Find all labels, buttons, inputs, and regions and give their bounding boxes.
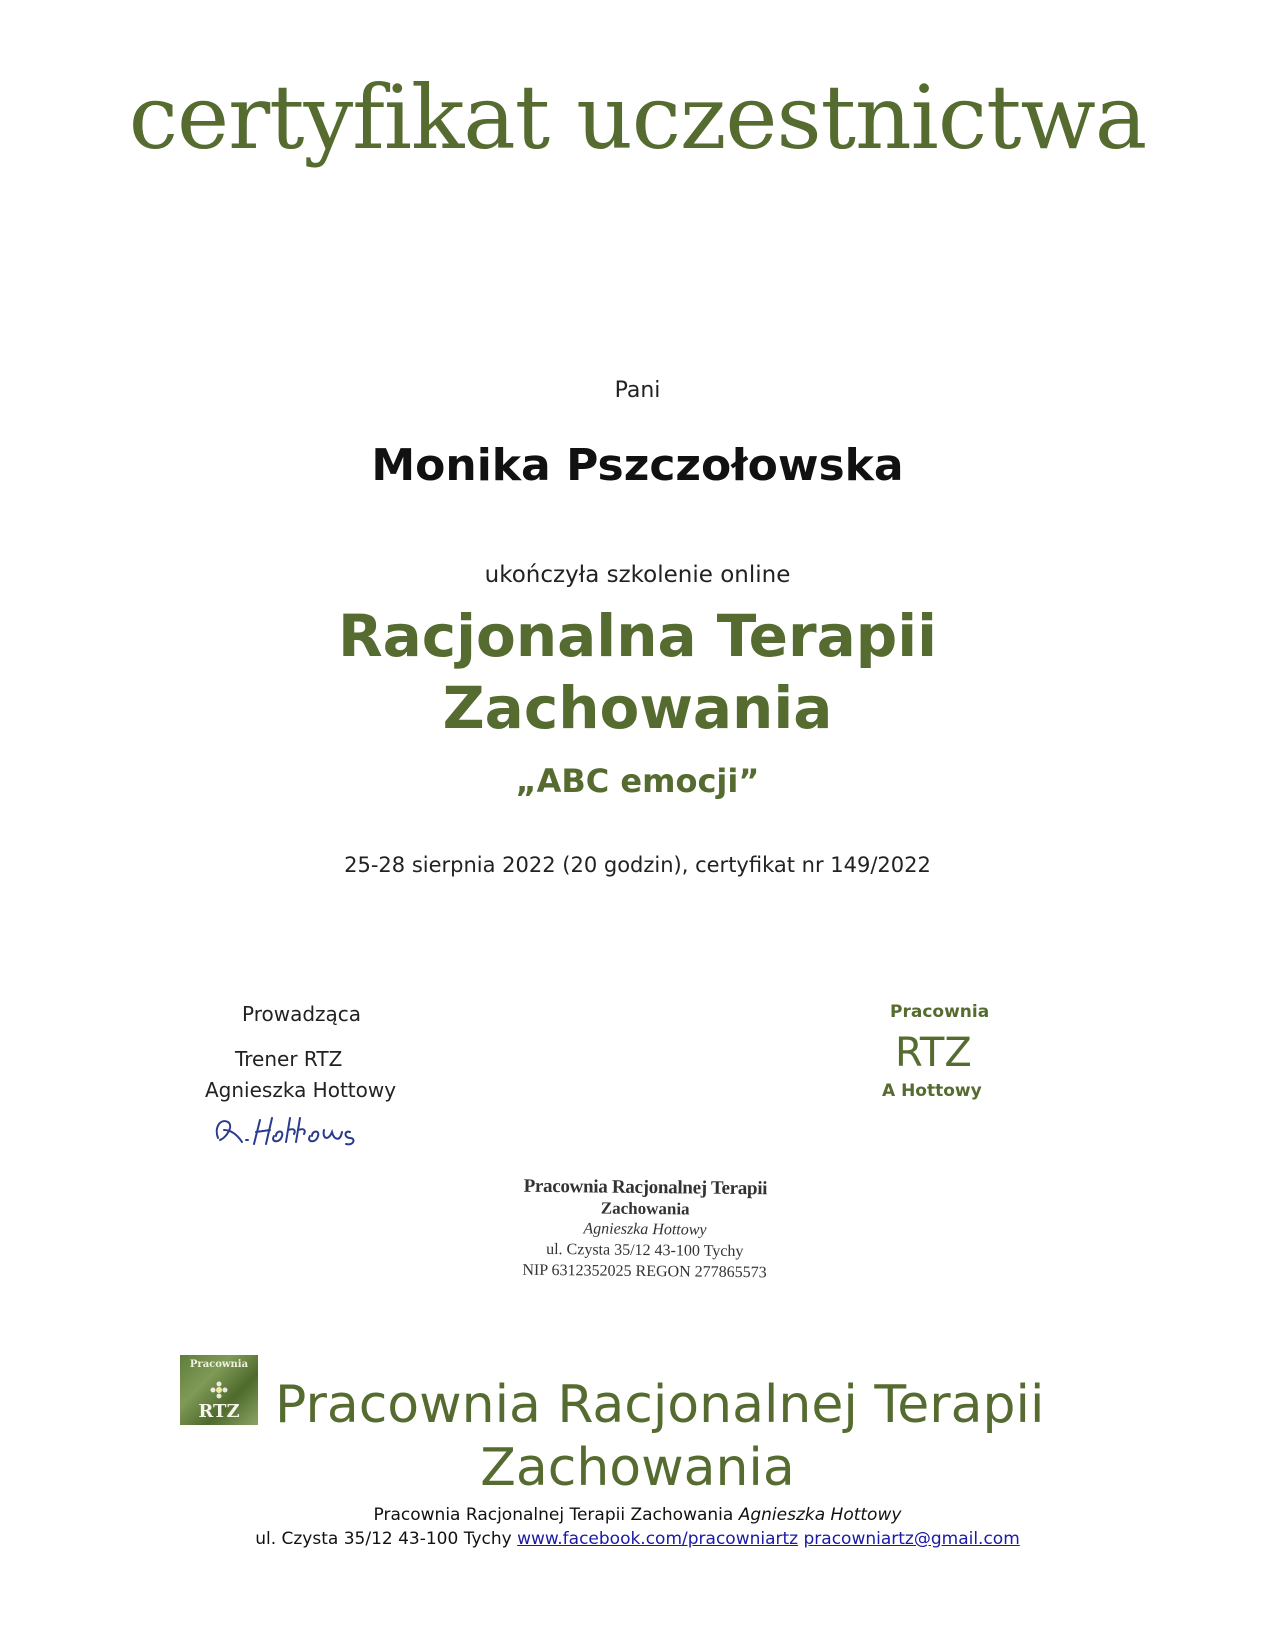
company-stamp: [479, 1175, 810, 1283]
footer-contact-line-2: [0, 1529, 1275, 1549]
brand-rtz: RTZ: [895, 1030, 972, 1076]
course-subtitle: „ABC emocji”: [515, 762, 760, 800]
salutation: Pani: [614, 378, 661, 403]
flower-icon: [210, 1381, 228, 1399]
lead-role: Trener RTZ: [235, 1047, 343, 1071]
footer-org-name-line-1: Pracownia Racjonalnej Terapii: [275, 1375, 1045, 1435]
completion-text: ukończyła szkolenie online: [484, 562, 791, 588]
logo-top-text: Pracownia: [189, 1359, 249, 1370]
brand-owner: A Hottowy: [882, 1081, 982, 1101]
email-link[interactable]: pracowniartz@gmail.com: [803, 1529, 1020, 1549]
course-title-line-1: Racjonalna Terapii: [337, 602, 938, 670]
rtz-logo: [180, 1355, 258, 1425]
stamp-org-line-2: Zachowania: [600, 1198, 690, 1219]
lead-label: Prowadząca: [242, 1002, 362, 1026]
footer-org-text: Pracownia Racjonalnej Terapii Zachowania: [373, 1505, 734, 1525]
footer-address: ul. Czysta 35/12 43-100 Tychy: [255, 1529, 512, 1549]
course-title: [0, 600, 1275, 744]
lead-name: Agnieszka Hottowy: [205, 1078, 397, 1102]
footer-org-name-line-2: Zachowania: [480, 1438, 795, 1498]
stamp-org-line-1: Pracownia Racjonalnej Terapii: [523, 1175, 768, 1200]
participant-name: Monika Pszczołowska: [371, 440, 904, 491]
footer-contact-line-1: [0, 1505, 1275, 1525]
logo-bottom-text: RTZ: [198, 1401, 240, 1422]
course-details: 25-28 sierpnia 2022 (20 godzin), certyfikat nr 149/2022: [344, 853, 931, 877]
facebook-link[interactable]: www.facebook.com/pracowniartz: [517, 1529, 799, 1549]
handwritten-signature: [210, 1108, 380, 1162]
stamp-owner: Agnieszka Hottowy: [583, 1220, 707, 1239]
brand-small-label: Pracownia: [890, 1002, 990, 1022]
stamp-ids: NIP 6312352025 REGON 277865573: [522, 1261, 767, 1282]
course-title-line-2: Zachowania: [442, 674, 833, 742]
stamp-address: ul. Czysta 35/12 43-100 Tychy: [546, 1240, 744, 1261]
certificate-title: certyfikat uczestnictwa: [128, 66, 1147, 169]
footer-owner-text: Agnieszka Hottowy: [738, 1505, 902, 1525]
